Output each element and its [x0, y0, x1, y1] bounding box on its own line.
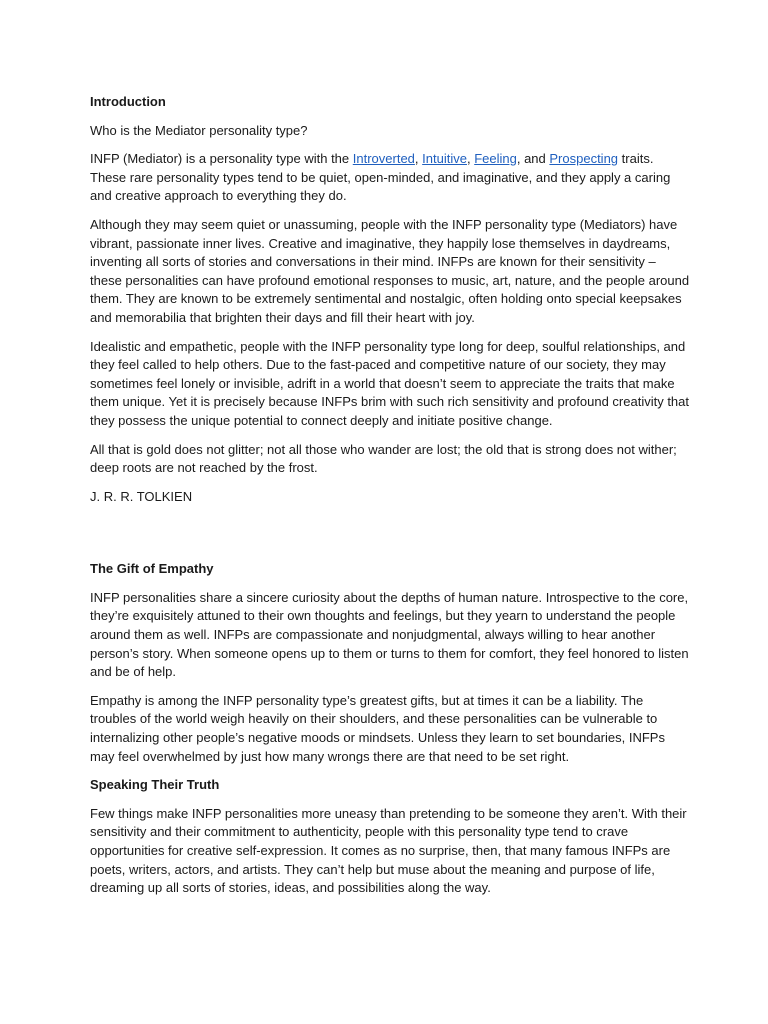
- intro-p1-text-before: INFP (Mediator) is a personality type with the: [90, 151, 353, 167]
- truth-paragraph-authenticity: Few things make INFP personalities more uneasy than pretending to be someone they aren’t. With their sensitivity and their commitment to authenticity, people with this personality type tend to crave opportunities for creative self-expression. It comes as no surprise, then, that many famous INFPs are poets, writers, actors, and artists. They can’t help but muse about the meaning and purpose of life, dreaming up all sorts of stories, ideas, and possibilities along the way.: [90, 805, 687, 896]
- intro-p1-text-after: traits. These rare personality types tend to be quiet, open-minded, and imaginative, and they apply a caring and creative approach to everything they do.: [90, 151, 671, 204]
- quote-author: J. R. R. TOLKIEN: [90, 488, 193, 504]
- separator: , and: [516, 151, 550, 167]
- intro-paragraph-inner-lives: Although they may seem quiet or unassuming, people with the INFP personality type (Mediators) have vibrant, passionate inner lives. Creative and imaginative, they happily lose themselves in daydreams, inventing all sorts of stories and conversations in their mind. INFPs are known for their sensitivity – these personalities can have profound emotional responses to music, art, nature, and the people around them. They are known to be extremely sentimental and nostalgic, often holding onto special keepsakes and memorabilia that brighten their days and fill their heart with joy.: [90, 216, 690, 325]
- section-heading-gift-of-empathy: The Gift of Empathy: [90, 561, 214, 577]
- section-spacer: [90, 516, 690, 560]
- link-prospecting[interactable]: Prospecting: [549, 151, 619, 167]
- tolkien-quote: All that is gold does not glitter; not all those who wander are lost; the old that is strong does not wither; deep roots are not reached by the frost.: [90, 441, 677, 476]
- intro-paragraph-traits: [90, 150, 690, 206]
- separator: ,: [466, 151, 475, 167]
- intro-question: Who is the Mediator personality type?: [90, 122, 308, 138]
- empathy-paragraph-curiosity: INFP personalities share a sincere curiosity about the depths of human nature. Introspective to the core, they’re exquisitely attuned to their own thoughts and feelings, but they yearn to understand the people around them as well. INFPs are compassionate and nonjudgmental, always willing to hear another person’s story. When someone opens up to them or turns to them for comfort, they feel honored to listen and be of help.: [90, 589, 689, 680]
- intro-paragraph-idealistic: Idealistic and empathetic, people with the INFP personality type long for deep, soulful relationships, and they feel called to help others. Due to the fast-paced and competitive nature of our society, they may sometimes feel lonely or invisible, adrift in a world that doesn’t seem to appreciate the traits that make them unique. Yet it is precisely because INFPs brim with such rich sensitivity and profound creativity that they possess the unique potential to connect deeply and initiate positive change.: [90, 338, 690, 428]
- separator: ,: [414, 151, 423, 167]
- section-heading-speaking-their-truth: Speaking Their Truth: [90, 777, 220, 793]
- link-intuitive[interactable]: Intuitive: [422, 151, 467, 167]
- document-page: [90, 93, 690, 908]
- link-feeling[interactable]: Feeling: [474, 151, 517, 167]
- empathy-paragraph-liability: Empathy is among the INFP personality type’s greatest gifts, but at times it can be a liability. The troubles of the world weigh heavily on their shoulders, and these personalities can be vulnerable to internalizing other people’s negative moods or mindsets. Unless they learn to set boundaries, INFPs may feel overwhelmed by just how many wrongs there are that need to be set right.: [90, 692, 665, 764]
- section-heading-introduction: Introduction: [90, 94, 166, 109]
- link-introverted[interactable]: Introverted: [352, 151, 415, 167]
